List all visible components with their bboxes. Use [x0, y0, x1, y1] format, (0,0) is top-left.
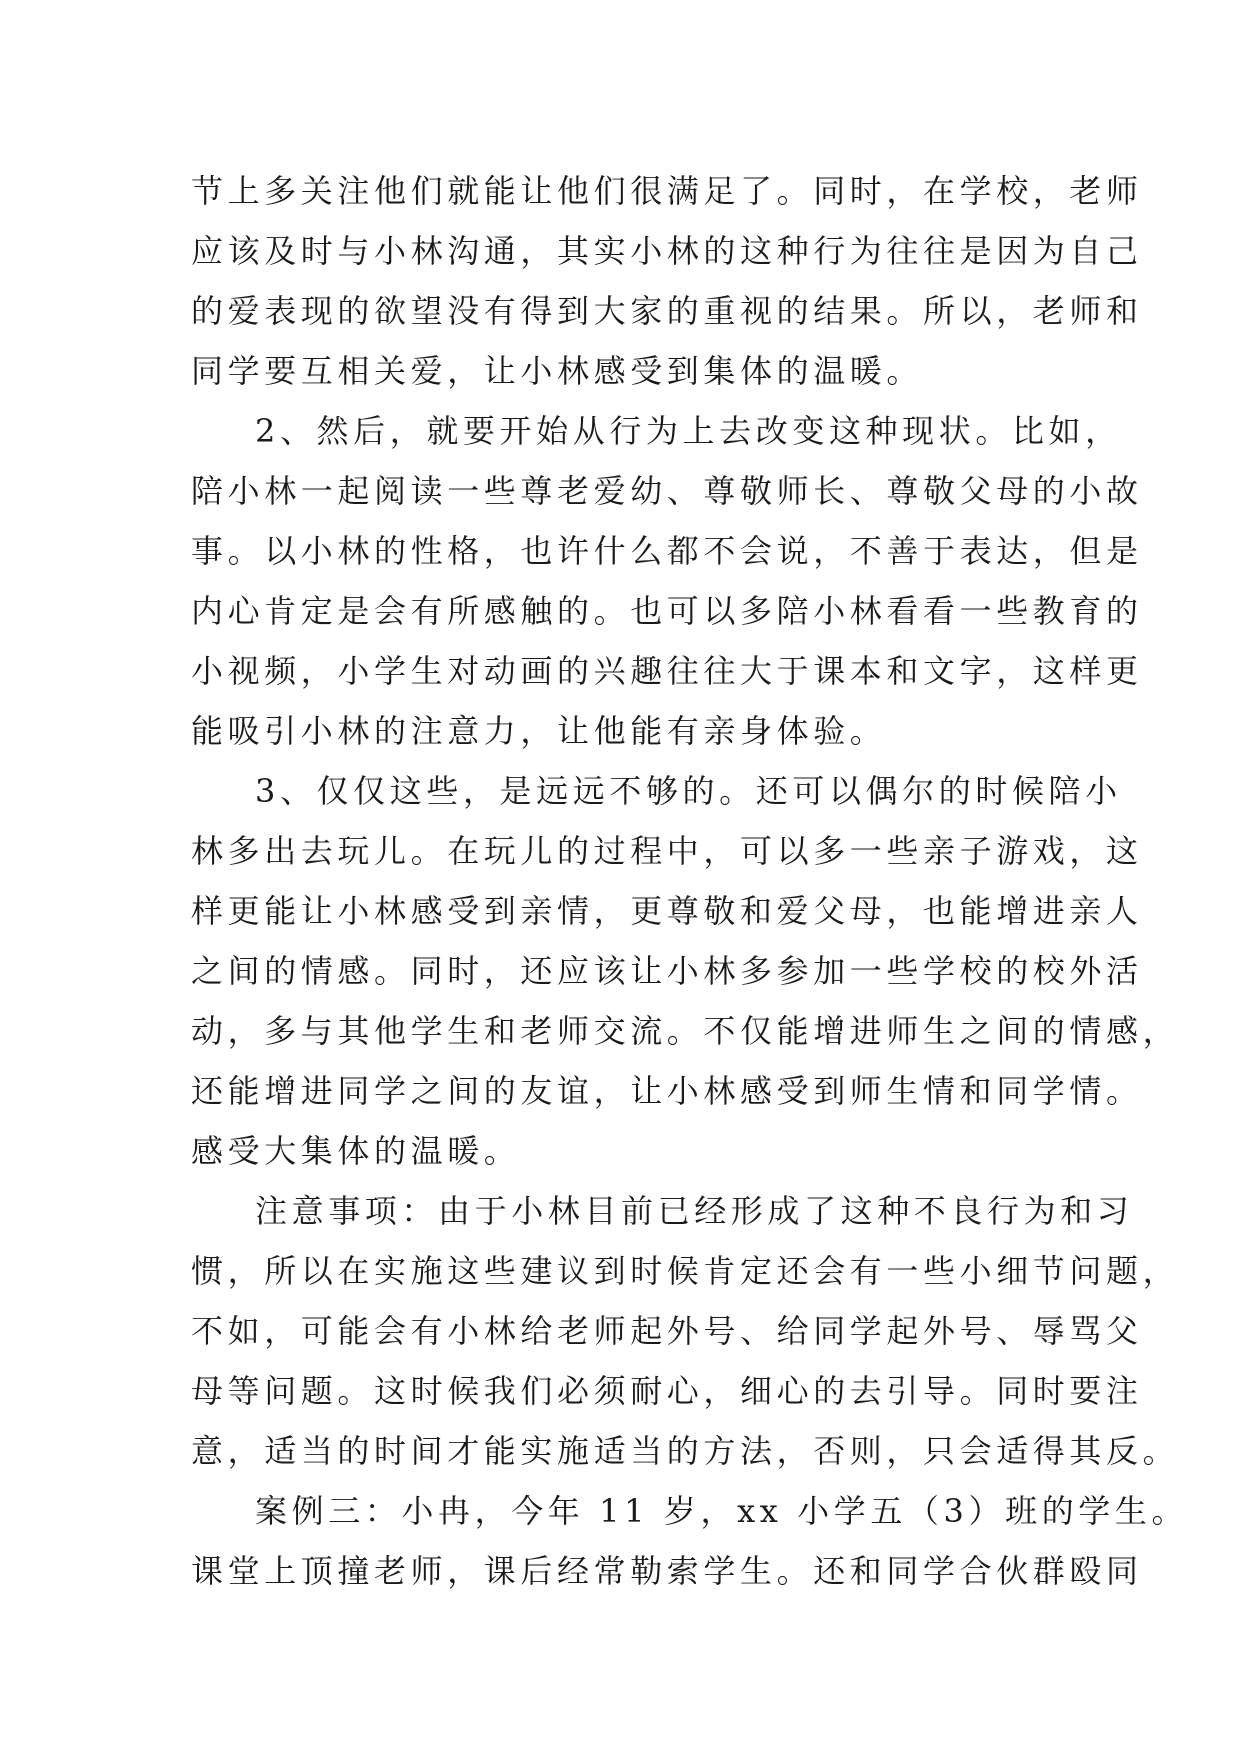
text-line: 节上多关注他们就能让他们很满足了。同时，在学校，老师 — [191, 172, 1143, 210]
body-text — [191, 165, 1189, 1605]
text-line: 意，适当的时间才能实施适当的方法，否则，只会适得其反。 — [191, 1432, 1180, 1470]
text-line: 小视频，小学生对动画的兴趣往往大于课本和文字，这样更 — [191, 652, 1143, 690]
text-line: 样更能让小林感受到亲情，更尊敬和爱父母，也能增进亲人 — [191, 892, 1143, 930]
paragraph-start-line: 注意事项：由于小林目前已经形成了这种不良行为和习 — [255, 1192, 1134, 1230]
text-line: 陪小林一起阅读一些尊老爱幼、尊敬师长、尊敬父母的小故 — [191, 472, 1143, 510]
text-line: 之间的情感。同时，还应该让小林多参加一些学校的校外活 — [191, 952, 1143, 990]
text-line: 母等问题。这时候我们必须耐心，细心的去引导。同时要注 — [191, 1372, 1143, 1410]
text-line: 动，多与其他学生和老师交流。不仅能增进师生之间的情感， — [191, 1012, 1180, 1050]
text-line: 能吸引小林的注意力，让他能有亲身体验。 — [191, 712, 887, 750]
text-line: 应该及时与小林沟通，其实小林的这种行为往往是因为自己 — [191, 232, 1143, 270]
text-line: 不如，可能会有小林给老师起外号、给同学起外号、辱骂父 — [191, 1312, 1143, 1350]
text-line: 的爱表现的欲望没有得到大家的重视的结果。所以，老师和 — [191, 292, 1143, 330]
text-line: 林多出去玩儿。在玩儿的过程中，可以多一些亲子游戏，这 — [191, 832, 1143, 870]
text-line: 惯，所以在实施这些建议到时候肯定还会有一些小细节问题， — [191, 1252, 1180, 1290]
text-line: 内心肯定是会有所感触的。也可以多陪小林看看一些教育的 — [191, 592, 1143, 630]
text-line: 同学要互相关爱，让小林感受到集体的温暖。 — [191, 352, 924, 390]
text-line: 感受大集体的温暖。 — [191, 1132, 521, 1170]
paragraph-start-line: 案例三：小冉，今年 11 岁，xx 小学五（3）班的学生。 — [255, 1492, 1189, 1530]
paragraph-start-line: 2、然后，就要开始从行为上去改变这种现状。比如， — [255, 412, 1122, 450]
text-line: 还能增进同学之间的友谊，让小林感受到师生情和同学情。 — [191, 1072, 1143, 1110]
text-line: 课堂上顶撞老师，课后经常勒索学生。还和同学合伙群殴同 — [191, 1552, 1143, 1590]
text-line: 事。以小林的性格，也许什么都不会说，不善于表达，但是 — [191, 532, 1143, 570]
paragraph-start-line: 3、仅仅这些，是远远不够的。还可以偶尔的时候陪小 — [255, 772, 1122, 810]
